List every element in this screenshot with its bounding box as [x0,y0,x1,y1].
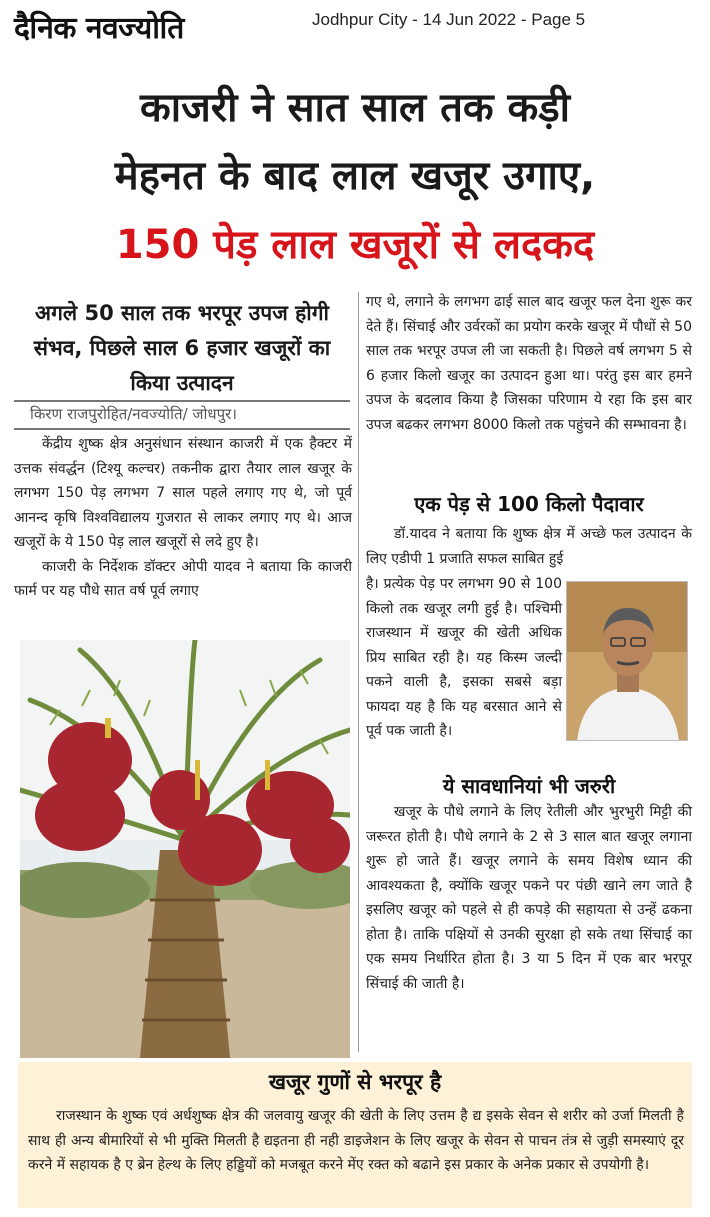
scientist-portrait-photo [566,581,688,741]
date-palm-photo [20,640,350,1058]
section-1-paragraph-2: है। प्रत्येक पेड़ पर लगभग 90 से 100 किलो तक खजूर लगी हुई है। पश्चिमी राजस्थान में खजूर की खेती अधिक प्रिय साबित रही है। यह किस्म जल्दी पकने वाली है, इसका सबसे बड़ा फायदा यह है कि यह बरसात आने से पूर्व पक जाती है। [366,576,562,739]
section-2-paragraph-1: खजूर के पौधे लगाने के लिए रेतीली और भुरभुरी मिट्टी की जरूरत होती है। पौधे लगाने के 2 से 3 साल बात खजूर लगाना शुरू हो जाते हैं। खजूर लगाने के समय विशेष ध्यान की आवश्यकता है, क्योंकि खजूर पकने पर पंछी खाने लग जाते है इसलिए खजूर को पहले से ही कपड़े की सहायता से उन्हें ढकना होता है। ताकि पक्षियों से उनकी सुरक्षा हो सके तथा सिंचाई का एक समय निर्धारित होता है। 3 या 5 दिन में एक बार भरपूर सिंचाई की जाती है। [366,804,692,992]
article-column-2 [366,290,692,437]
column-divider [358,292,359,1052]
info-box-text: राजस्थान के शुष्क एवं अर्धशुष्क क्षेत्र की जलवायु खजूर की खेती के लिए उत्तम है द्य इसके सेवन से शरीर को उर्जा मिलती है साथ ही अन्य बीमारियों से भी मुक्ति मिलती है द्यइतना ही नही डाइजेशन के लिए खजूर के सेवन से पाचन तंत्र से जुड़ी समस्याएं दूर करने में सहायक है ए ब्रेन हेल्थ के लिए हड्डियों को मजबूत करने मेंए रक्त को बढाने इस प्रकार के अनेक प्रकार से उपयोगी है। [28,1108,684,1173]
section-heading-yield: एक पेड़ से 100 किलो पैदावार [414,492,644,516]
masthead: दैनिक नवज्योति [14,11,184,46]
subheadline: अगले 50 साल तक भरपूर उपज होगी संभव, पिछले साल 6 हजार खजूरों का किया उत्पादन [33,301,331,395]
info-box-title: खजूर गुणों से भरपूर है [268,1070,442,1094]
edition-info: Jodhpur City - 14 Jun 2022 - Page 5 [312,10,586,29]
info-box [18,1062,692,1208]
section-1-paragraph-1: डॉ.यादव ने बताया कि शुष्क क्षेत्र में अच्छे फल उत्पादन के लिए एडीपी 1 प्रजाति सफल साबित हुई [366,526,692,567]
section-heading-precautions: ये सावधानियां भी जरुरी [442,774,616,798]
byline-rule-top [14,400,350,402]
headline-line-1: काजरी ने सात साल तक कड़ी [139,85,571,131]
byline: किरण राजपुरोहित/नवज्योति/ जोधपुर। [30,405,237,423]
col1-paragraph-1: केंद्रीय शुष्क क्षेत्र अनुसंधान संस्थान काजरी में एक हैक्टर में उत्तक संवर्द्धन (टिश्यू कल्चर) तकनीक द्वारा तैयार लाल खजूर के लगभग 150 पेड़ लगभग 7 साल पहले लगाए गए थे, जो पूर्व आनन्द कृषि विश्वविद्यालय गुजरात से लाकर लगाए गए थे। आज खजूरों के ये 150 पेड़ लाल खजूरों से लदे हुए है। [14,436,352,550]
headline-line-2: मेहनत के बाद लाल खजूर उगाए, [114,153,596,199]
section-2-body [366,800,692,996]
col1-paragraph-2: काजरी के निर्देशक डॉक्टर ओपी यादव ने बताया कि काजरी फार्म पर यह पौधे सात वर्ष पूर्व लगाए [14,558,352,599]
byline-rule-bottom [14,428,350,430]
headline-line-3: 150 पेड़ लाल खजूरों से लदकद [115,222,595,268]
section-1-body [366,572,562,744]
section-1-intro [366,522,692,571]
article-column-1 [14,432,352,604]
col2-paragraph-1: गए थे, लगाने के लगभग ढाई साल बाद खजूर फल देना शुरू कर देते हैं। सिंचाई और उर्वरकों का प्रयोग करके खजूर में पौधों से 50 साल तक भरपूर उपज ली जा सकती है। पिछले वर्ष लगभग 5 से 6 हजार किलो खजूर का उत्पादन हुआ था। परंतु इस बार हमने उपज के बदलाव किया है जिसका परिणाम ये रहा कि इस बार उपज बढकर लगभग 8000 किलो तक पहुंचने की सम्भावना है। [366,294,692,433]
